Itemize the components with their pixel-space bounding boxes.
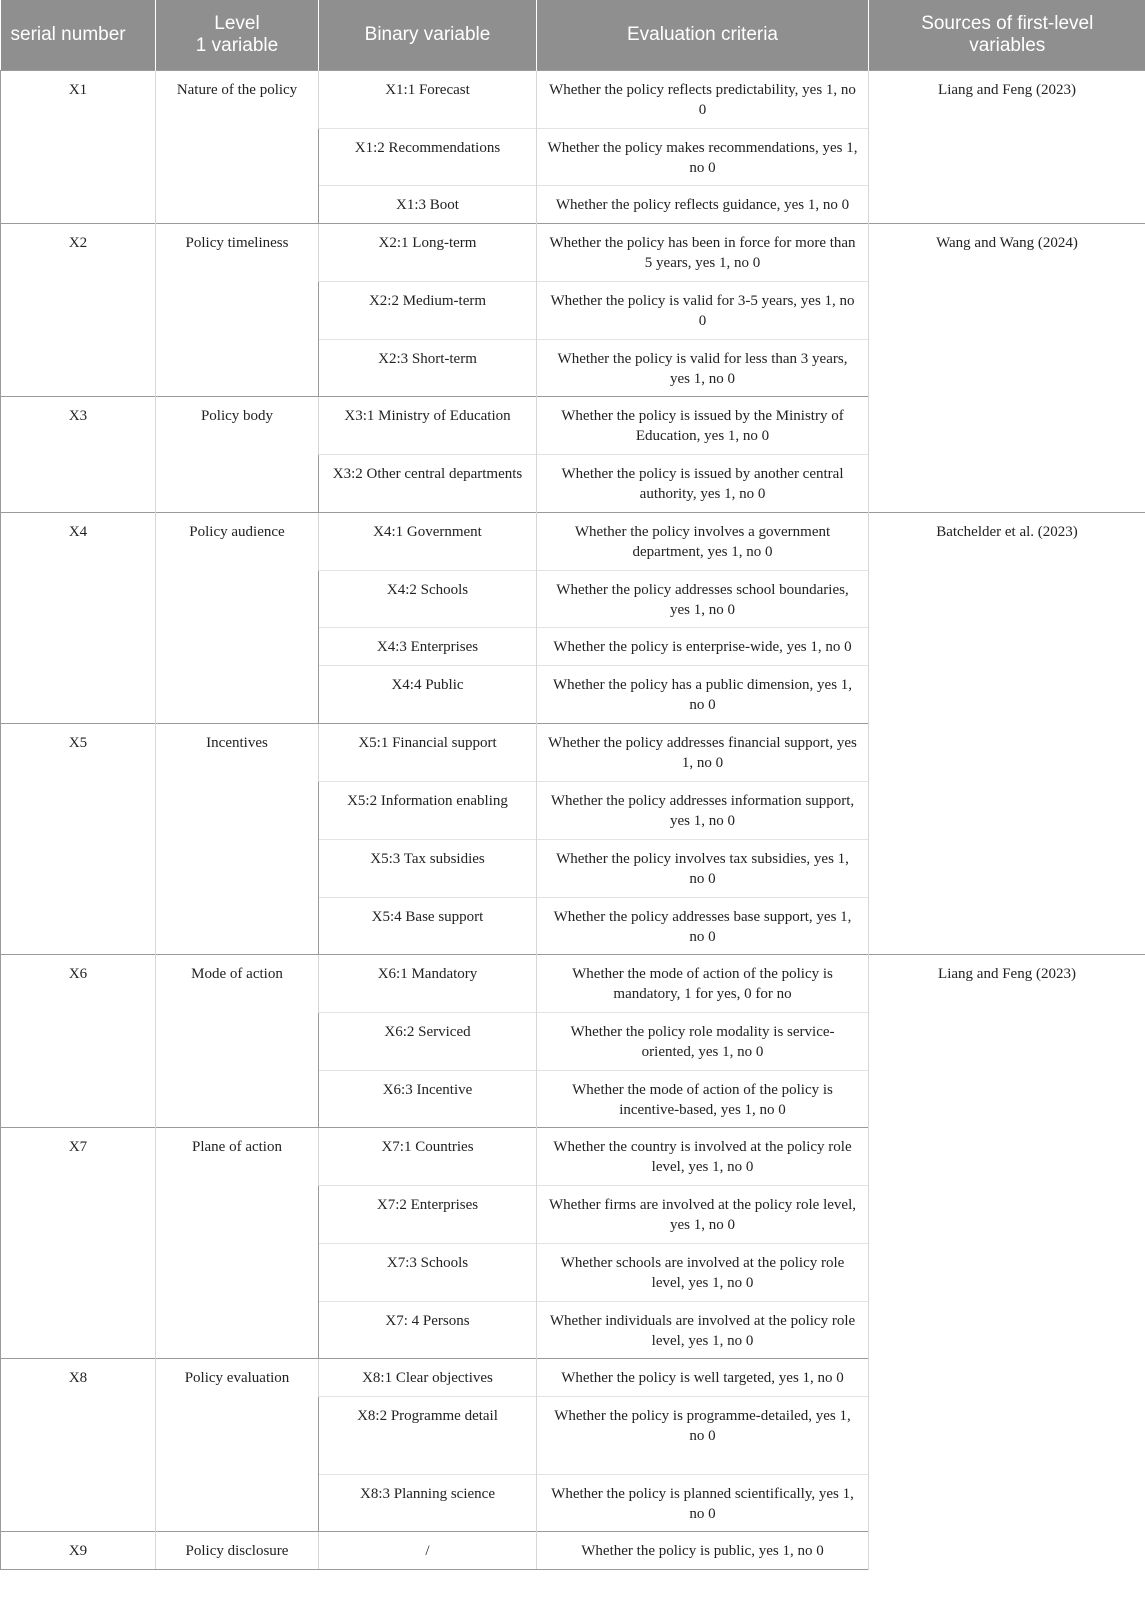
serial-number-cell: X6 <box>1 954 156 1127</box>
binary-variable-cell: X2:1 Long-term <box>319 223 537 281</box>
header-binary-variable: Binary variable <box>319 0 537 70</box>
evaluation-criteria-cell: Whether the policy has been in force for more than 5 years, yes 1, no 0 <box>537 223 869 281</box>
evaluation-criteria-cell: Whether the policy role modality is service-oriented, yes 1, no 0 <box>537 1012 869 1070</box>
table-row <box>1 512 1145 570</box>
level-1-variable-cell: Plane of action <box>156 1127 319 1358</box>
level-1-variable-cell: Policy timeliness <box>156 223 319 396</box>
binary-variable-cell: X6:1 Mandatory <box>319 954 537 1012</box>
source-cell: Wang and Wang (2024) <box>869 223 1145 512</box>
serial-number-cell: X8 <box>1 1358 156 1531</box>
binary-variable-cell: X7:3 Schools <box>319 1243 537 1301</box>
serial-number-cell: X9 <box>1 1531 156 1569</box>
binary-variable-cell: X4:4 Public <box>319 665 537 723</box>
binary-variable-cell: X8:3 Planning science <box>319 1474 537 1531</box>
evaluation-criteria-cell: Whether the policy is public, yes 1, no 0 <box>537 1531 869 1569</box>
evaluation-criteria-cell: Whether firms are involved at the policy role level, yes 1, no 0 <box>537 1185 869 1243</box>
evaluation-criteria-cell: Whether the policy is issued by another central authority, yes 1, no 0 <box>537 454 869 512</box>
binary-variable-cell: X3:1 Ministry of Education <box>319 396 537 454</box>
binary-variable-cell: X4:1 Government <box>319 512 537 570</box>
evaluation-criteria-cell: Whether the policy addresses base support, yes 1, no 0 <box>537 897 869 954</box>
source-cell: Liang and Feng (2023) <box>869 954 1145 1569</box>
binary-variable-cell: X5:1 Financial support <box>319 723 537 781</box>
binary-variable-cell: X2:3 Short-term <box>319 339 537 396</box>
binary-variable-cell: X2:2 Medium-term <box>319 281 537 339</box>
header-level-1-variable: Level 1 variable <box>156 0 319 70</box>
evaluation-criteria-cell: Whether the mode of action of the policy is mandatory, 1 for yes, 0 for no <box>537 954 869 1012</box>
level-1-variable-cell: Nature of the policy <box>156 70 319 223</box>
serial-number-cell: X4 <box>1 512 156 723</box>
binary-variable-cell: X7:2 Enterprises <box>319 1185 537 1243</box>
binary-variable-cell: X3:2 Other central departments <box>319 454 537 512</box>
binary-variable-cell: X8:2 Programme detail <box>319 1396 537 1474</box>
header-serial-number: serial number <box>1 0 156 70</box>
evaluation-criteria-cell: Whether the policy is valid for less than 3 years, yes 1, no 0 <box>537 339 869 396</box>
level-1-variable-cell: Policy disclosure <box>156 1531 319 1569</box>
binary-variable-cell: X6:2 Serviced <box>319 1012 537 1070</box>
level-1-variable-cell: Policy evaluation <box>156 1358 319 1531</box>
binary-variable-cell: X5:4 Base support <box>319 897 537 954</box>
binary-variable-cell: X7:1 Countries <box>319 1127 537 1185</box>
evaluation-criteria-cell: Whether the policy is issued by the Ministry of Education, yes 1, no 0 <box>537 396 869 454</box>
evaluation-criteria-cell: Whether the policy addresses school boundaries, yes 1, no 0 <box>537 570 869 627</box>
evaluation-criteria-cell: Whether the policy addresses information support, yes 1, no 0 <box>537 781 869 839</box>
source-cell: Batchelder et al. (2023) <box>869 512 1145 954</box>
evaluation-criteria-cell: Whether the policy involves tax subsidies, yes 1, no 0 <box>537 839 869 897</box>
source-cell: Liang and Feng (2023) <box>869 70 1145 223</box>
evaluation-criteria-cell: Whether the policy involves a government department, yes 1, no 0 <box>537 512 869 570</box>
binary-variable-cell: X6:3 Incentive <box>319 1070 537 1127</box>
evaluation-criteria-cell: Whether the policy is well targeted, yes 1, no 0 <box>537 1358 869 1396</box>
evaluation-criteria-cell: Whether the policy reflects guidance, yes 1, no 0 <box>537 185 869 223</box>
evaluation-criteria-cell: Whether the policy is planned scientifically, yes 1, no 0 <box>537 1474 869 1531</box>
binary-variable-cell: X4:2 Schools <box>319 570 537 627</box>
evaluation-criteria-cell: Whether the policy has a public dimension, yes 1, no 0 <box>537 665 869 723</box>
table-body <box>1 70 1145 1569</box>
binary-variable-cell: X8:1 Clear objectives <box>319 1358 537 1396</box>
evaluation-criteria-cell: Whether the policy is programme-detailed, yes 1, no 0 <box>537 1396 869 1474</box>
evaluation-criteria-cell: Whether the country is involved at the policy role level, yes 1, no 0 <box>537 1127 869 1185</box>
serial-number-cell: X1 <box>1 70 156 223</box>
level-1-variable-cell: Policy audience <box>156 512 319 723</box>
level-1-variable-cell: Policy body <box>156 396 319 512</box>
binary-variable-cell: X7: 4 Persons <box>319 1301 537 1358</box>
level-1-variable-cell: Mode of action <box>156 954 319 1127</box>
evaluation-criteria-cell: Whether the policy reflects predictability, yes 1, no 0 <box>537 70 869 128</box>
header-sources: Sources of first-level variables <box>869 0 1145 70</box>
header-row <box>1 0 1145 70</box>
evaluation-criteria-cell: Whether the policy makes recommendations, yes 1, no 0 <box>537 128 869 185</box>
binary-variable-cell: X1:1 Forecast <box>319 70 537 128</box>
evaluation-criteria-cell: Whether the policy addresses financial support, yes 1, no 0 <box>537 723 869 781</box>
binary-variable-cell: X1:3 Boot <box>319 185 537 223</box>
serial-number-cell: X3 <box>1 396 156 512</box>
evaluation-criteria-cell: Whether the policy is enterprise-wide, yes 1, no 0 <box>537 627 869 665</box>
table-row <box>1 70 1145 128</box>
level-1-variable-cell: Incentives <box>156 723 319 954</box>
binary-variable-cell: / <box>319 1531 537 1569</box>
evaluation-criteria-cell: Whether the mode of action of the policy is incentive-based, yes 1, no 0 <box>537 1070 869 1127</box>
serial-number-cell: X5 <box>1 723 156 954</box>
evaluation-criteria-cell: Whether schools are involved at the policy role level, yes 1, no 0 <box>537 1243 869 1301</box>
serial-number-cell: X2 <box>1 223 156 396</box>
binary-variable-cell: X1:2 Recommendations <box>319 128 537 185</box>
header-evaluation-criteria: Evaluation criteria <box>537 0 869 70</box>
binary-variable-cell: X5:3 Tax subsidies <box>319 839 537 897</box>
binary-variable-cell: X4:3 Enterprises <box>319 627 537 665</box>
table-row <box>1 223 1145 281</box>
evaluation-criteria-cell: Whether individuals are involved at the policy role level, yes 1, no 0 <box>537 1301 869 1358</box>
binary-variable-cell: X5:2 Information enabling <box>319 781 537 839</box>
serial-number-cell: X7 <box>1 1127 156 1358</box>
evaluation-criteria-cell: Whether the policy is valid for 3-5 years, yes 1, no 0 <box>537 281 869 339</box>
table-row <box>1 954 1145 1012</box>
